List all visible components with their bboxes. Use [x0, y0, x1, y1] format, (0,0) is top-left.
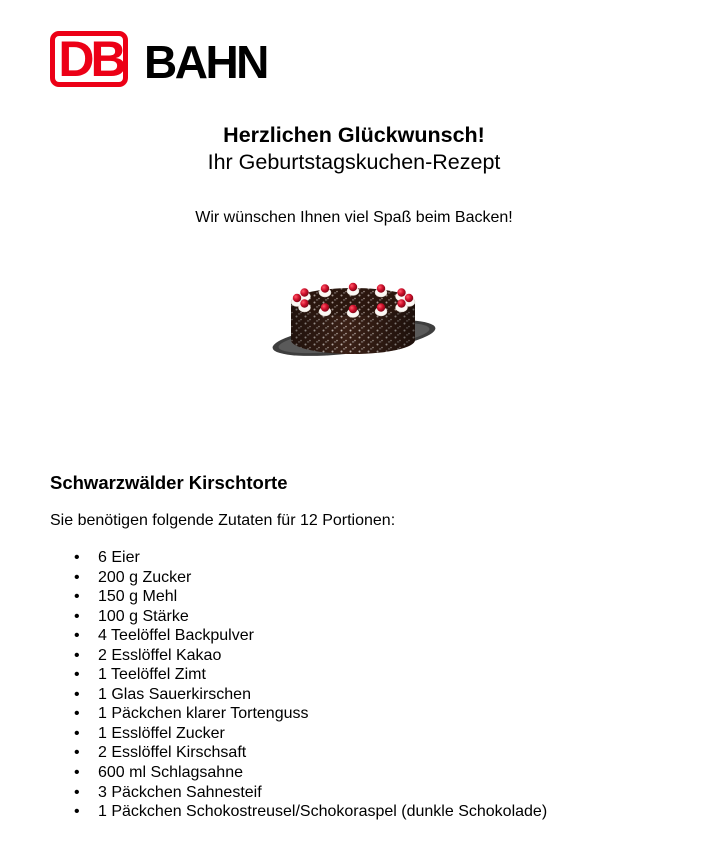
ingredient-item: • 3 Päckchen Sahnesteif	[50, 783, 547, 803]
ingredient-item: • 1 Esslöffel Zucker	[50, 724, 547, 744]
greeting-wish: Wir wünschen Ihnen viel Spaß beim Backen!	[195, 209, 513, 226]
greeting-subtitle: Ihr Geburtstagskuchen-Rezept	[207, 150, 501, 174]
db-logo-mark: DB	[58, 31, 123, 87]
db-logo	[50, 31, 128, 87]
bahn-wordmark: BAHN	[144, 36, 267, 88]
ingredient-item: • 1 Päckchen klarer Tortenguss	[50, 704, 547, 724]
ingredient-item: • 600 ml Schlagsahne	[50, 763, 547, 783]
ingredient-item: • 150 g Mehl	[50, 587, 547, 607]
ingredient-item: • 6 Eier	[50, 548, 547, 568]
ingredient-item: • 1 Glas Sauerkirschen	[50, 685, 547, 705]
ingredient-item: • 1 Teelöffel Zimt	[50, 665, 547, 685]
ingredient-item: • 100 g Stärke	[50, 607, 547, 627]
ingredient-item: • 200 g Zucker	[50, 568, 547, 588]
ingredient-item: • 2 Esslöffel Kirschsaft	[50, 743, 547, 763]
recipe-intro: Sie benötigen folgende Zutaten für 12 Portionen:	[50, 512, 396, 529]
greeting-title: Herzlichen Glückwunsch!	[223, 123, 485, 147]
recipe-title: Schwarzwälder Kirschtorte	[50, 472, 288, 493]
ingredient-list	[50, 548, 547, 822]
ingredient-item: • 2 Esslöffel Kakao	[50, 646, 547, 666]
cake-image	[268, 280, 436, 360]
ingredient-item: • 4 Teelöffel Backpulver	[50, 626, 547, 646]
ingredient-item: • 1 Päckchen Schokostreusel/Schokoraspel (dunkle Schokolade)	[50, 802, 547, 822]
